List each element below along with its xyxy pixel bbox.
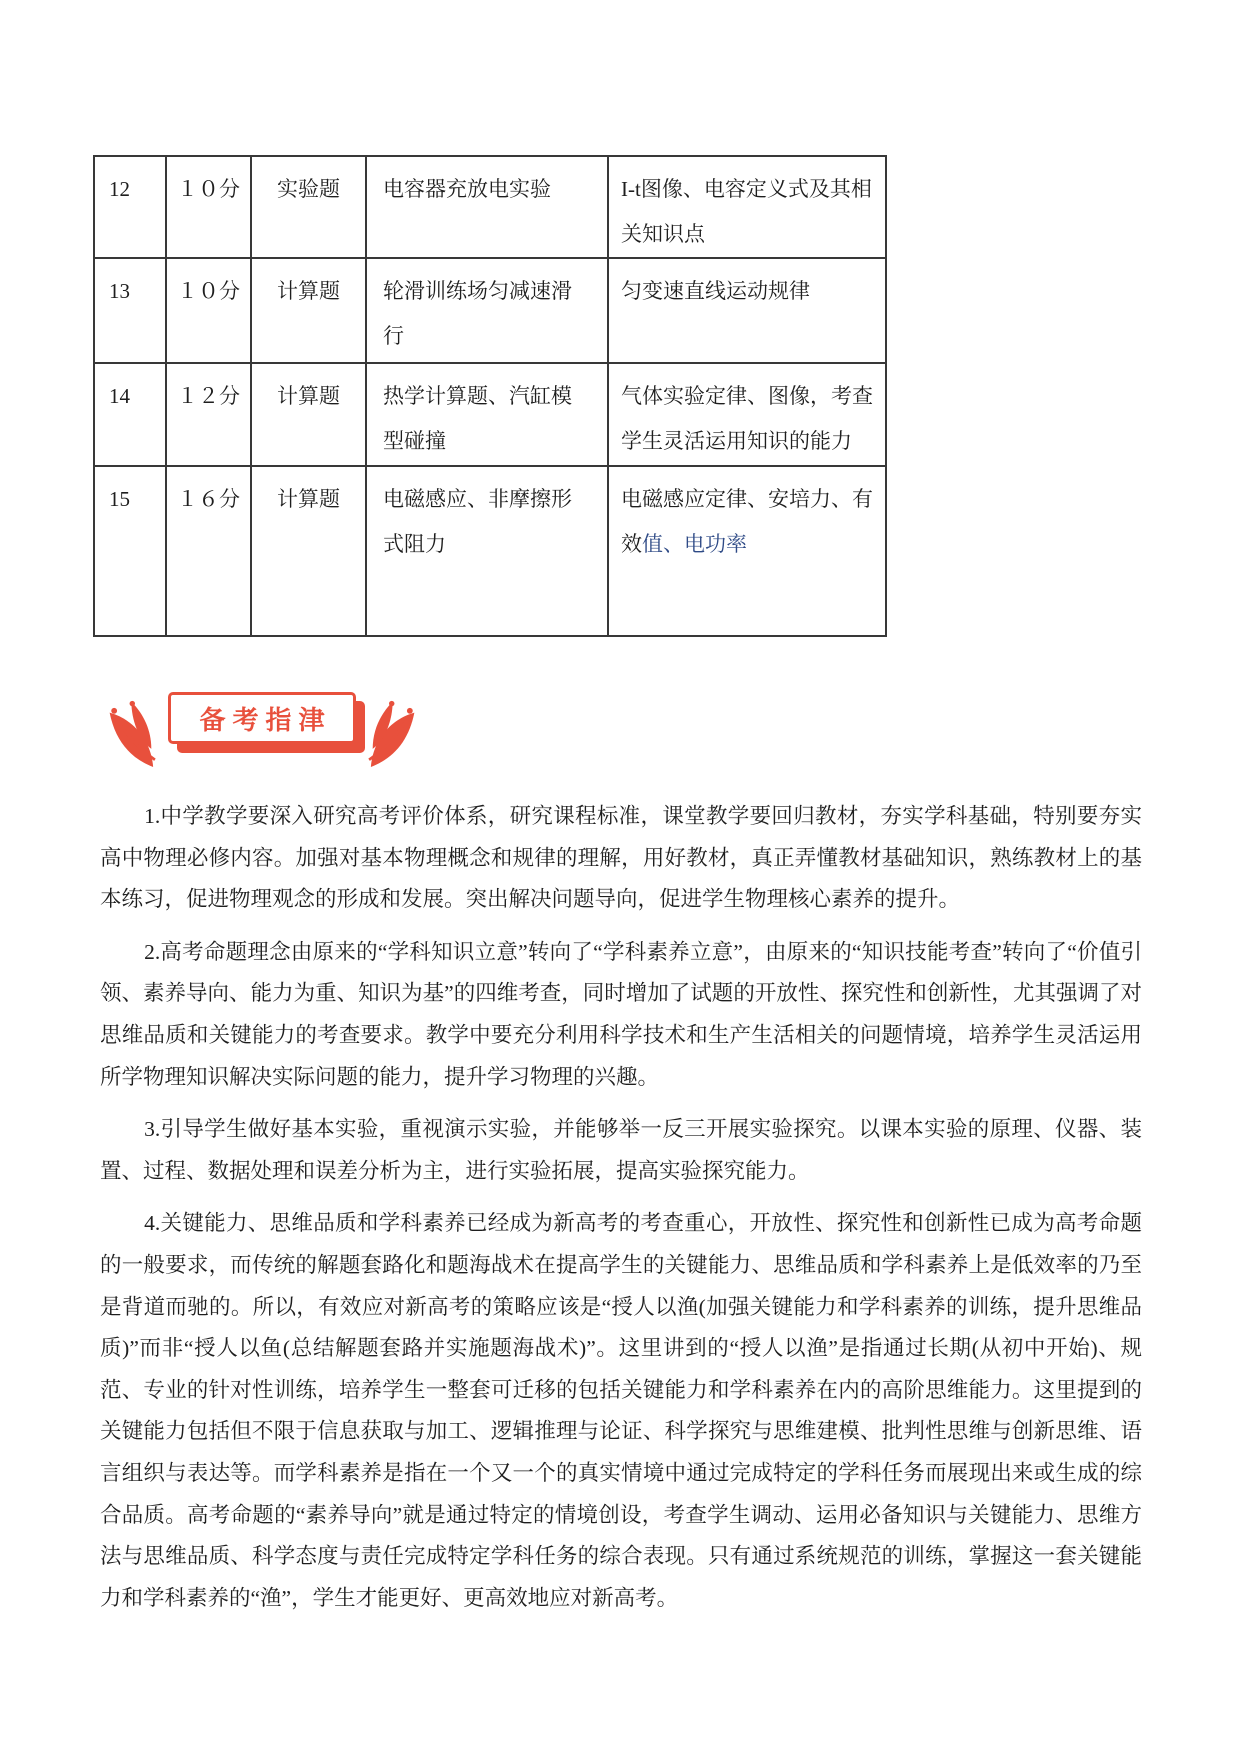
paragraph-4: 4.关键能力、思维品质和学科素养已经成为新高考的考查重心，开放性、探究性和创新性已成为高考命题的一般要求，而传统的解题套路化和题海战术在提高学生的关键能力、思维品质和学科素养上是低效率的乃至是背道而驰的。所以，有效应对新高考的策略应该是“授人以渔(加强关键能力和学科素养的训练，提升思维品质)”而非“授人以鱼(总结解题套路并实施题海战术)”。这里讲到的“授人以渔”是指通过长期(从初中开始)、规范、专业的针对性训练，培养学生一整套可迁移的包括关键能力和学科素养在内的高阶思维能力。这里提到的关键能力包括但不限于信息获取与加工、逻辑推理与论证、科学探究与思维建模、批判性思维与创新思维、语言组织与表达等。而学科素养是指在一个又一个的真实情境中通过完成特定的学科任务而展现出来或生成的综合品质。高考命题的“素养导向”就是通过特定的情境创设，考查学生调动、运用必备知识与关键能力、思维方法与思维品质、科学态度与责任完成特定学科任务的综合表现。只有通过系统规范的训练，掌握这一套关键能力和学科素养的“渔”，学生才能更好、更高效地应对新高考。 [100, 1211, 1142, 1610]
banner-leaf-right-icon [360, 698, 418, 778]
question-content-cell: 轮滑训练场匀减速滑行 [366, 258, 608, 363]
question-content-cell: 电容器充放电实验 [366, 156, 608, 258]
knowledge-points-text: I-t图像、电容定义式及其相关知识点 [621, 177, 872, 247]
question-number-cell: 14 [94, 363, 166, 465]
knowledge-points-blue-text: 值、电功率 [642, 531, 747, 556]
question-content-cell: 热学计算题、汽缸模型碰撞 [366, 363, 608, 465]
score-cell: １６分 [166, 466, 251, 636]
table-row [94, 363, 886, 465]
banner-box-wrap [168, 692, 356, 744]
score-cell: １０分 [166, 156, 251, 258]
paragraph-2: 2.高考命题理念由原来的“学科知识立意”转向了“学科素养立意”，由原来的“知识技能考查”转向了“价值引领、素养导向、能力为重、知识为基”的四维考查，同时增加了试题的开放性、探究性和创新性，尤其强调了对思维品质和关键能力的考查要求。教学中要充分利用科学技术和生产生活相关的问题情境，培养学生灵活运用所学物理知识解决实际问题的能力，提升学习物理的兴趣。 [100, 939, 1142, 1089]
knowledge-points-text: 气体实验定律、图像，考查学生灵活运用知识的能力 [621, 384, 873, 454]
section-banner [106, 692, 418, 778]
knowledge-points-cell [608, 363, 886, 465]
table-row [94, 156, 886, 258]
banner-title: 备考指津 [199, 704, 332, 735]
question-content-cell: 电磁感应、非摩擦形式阻力 [366, 466, 608, 636]
banner-leaf-left-icon [106, 698, 164, 778]
knowledge-points-cell [608, 466, 886, 636]
question-type-cell: 计算题 [251, 466, 366, 636]
knowledge-points-cell [608, 258, 886, 363]
exam-structure-table [93, 155, 887, 637]
question-number-cell: 13 [94, 258, 166, 363]
score-cell: １０分 [166, 258, 251, 363]
table-row [94, 258, 886, 363]
question-number-cell: 15 [94, 466, 166, 636]
table-row [94, 466, 886, 636]
body-text [100, 796, 1142, 1630]
paragraph-1: 1.中学教学要深入研究高考评价体系，研究课程标准，课堂教学要回归教材，夯实学科基础，特别要夯实高中物理必修内容。加强对基本物理概念和规律的理解，用好教材，真正弄懂教材基础知识，熟练教材上的基本练习，促进物理观念的形成和发展。突出解决问题导向，促进学生物理核心素养的提升。 [100, 804, 1142, 912]
score-cell: １２分 [166, 363, 251, 465]
question-type-cell: 实验题 [251, 156, 366, 258]
question-type-cell: 计算题 [251, 363, 366, 465]
banner-title-box [168, 692, 356, 744]
knowledge-points-cell [608, 156, 886, 258]
question-number-cell: 12 [94, 156, 166, 258]
question-type-cell: 计算题 [251, 258, 366, 363]
paragraph-3: 3.引导学生做好基本实验，重视演示实验，并能够举一反三开展实验探究。以课本实验的原理、仪器、装置、过程、数据处理和误差分析为主，进行实验拓展，提高实验探究能力。 [100, 1117, 1142, 1183]
knowledge-points-text: 电磁感应定律、安培力、有效 [621, 486, 873, 556]
knowledge-points-text: 匀变速直线运动规律 [621, 279, 810, 304]
